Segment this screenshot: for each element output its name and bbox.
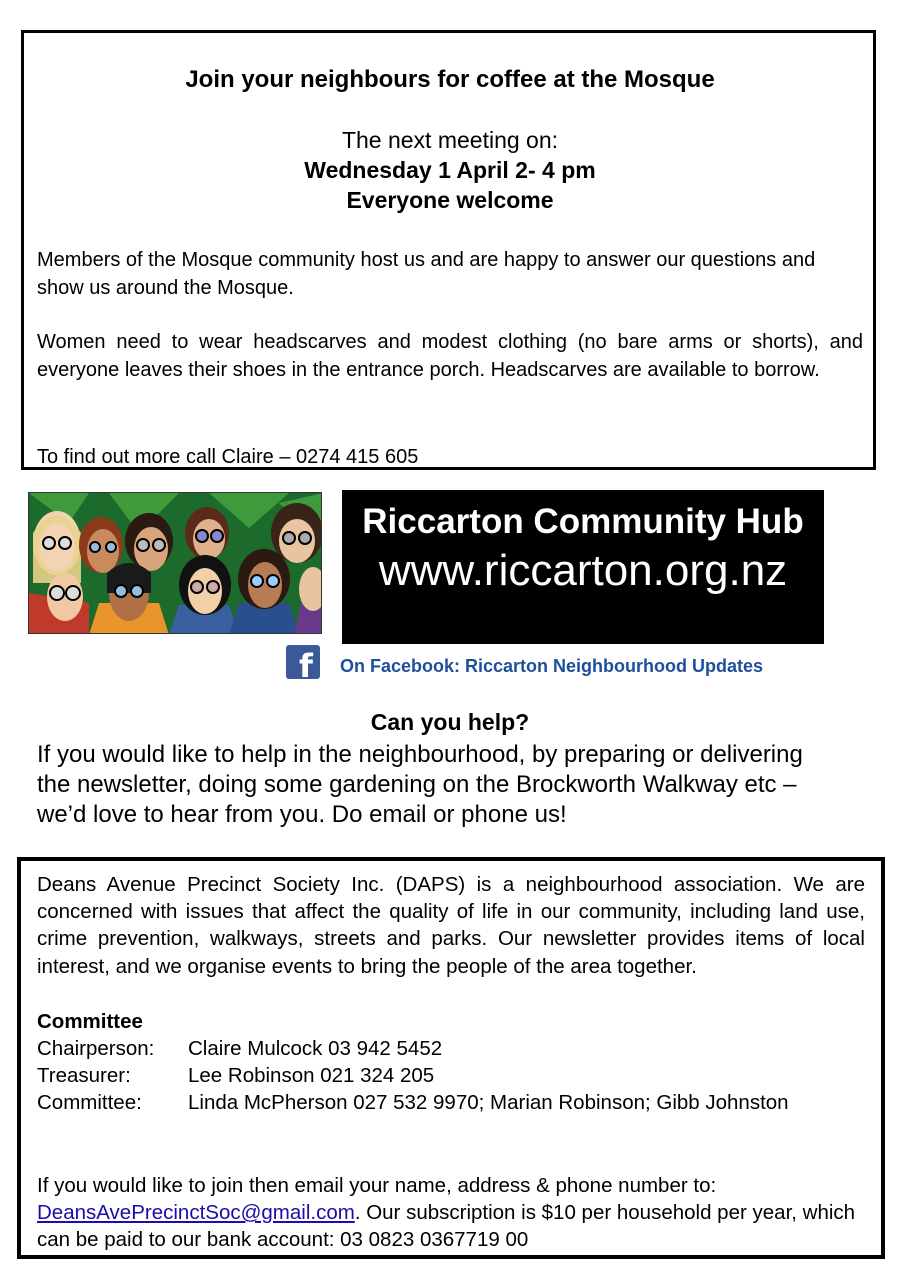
- help-title: Can you help?: [370, 709, 530, 735]
- mosque-para-1: Members of the Mosque community host us and are happy to answer our questions and show us around the Mosque.: [37, 249, 816, 299]
- subscription-text: . Our subscription is $10 per household per year, which can be paid to our bank account: 03 0823 0367719 00: [37, 1201, 856, 1252]
- committee-role: Committee:: [37, 1091, 142, 1114]
- daps-intro: Deans Avenue Precinct Society Inc. (DAPS) is a neighbourhood association. We are concerned with issues that affect the quality of life in our community, including land use, crime prevention, walkways, streets and parks. Our newsletter provides items of local interest, and we organise events to bring the people of the area together.: [37, 873, 865, 978]
- chair-value: Claire Mulcock 03 942 5452: [188, 1037, 443, 1060]
- facebook-text[interactable]: On Facebook: Riccarton Neighbourhood Updates: [340, 656, 764, 676]
- join-text: If you would like to join then email your name, address & phone number to:: [37, 1174, 717, 1197]
- welcome-text: Everyone welcome: [346, 187, 554, 213]
- neighbours-illustration: [28, 492, 322, 634]
- faces-drawing: [29, 493, 322, 634]
- subscription-paragraph: [37, 1199, 865, 1253]
- treasurer-value: Lee Robinson 021 324 205: [188, 1064, 435, 1087]
- community-hub-banner: [342, 490, 824, 644]
- chairperson-row: [37, 1035, 865, 1062]
- facebook-icon[interactable]: f: [286, 645, 320, 679]
- hub-title: Riccarton Community Hub: [362, 502, 804, 541]
- hub-url-link[interactable]: www.riccarton.org.nz: [378, 546, 788, 595]
- mosque-para-2: Women need to wear headscarves and modest clothing (no bare arms or shorts), and everyone leaves their shoes in the entrance porch. Headscarves are available to borrow.: [37, 331, 863, 381]
- daps-info-box: [17, 857, 885, 1259]
- treasurer-role: Treasurer:: [37, 1064, 131, 1087]
- committee-row: [37, 1089, 865, 1116]
- mosque-heading: Join your neighbours for coffee at the Mosque: [185, 66, 715, 93]
- mosque-contact: To find out more call Claire – 0274 415 605: [37, 446, 419, 468]
- help-body: If you would like to help in the neighbourhood, by preparing or delivering the newsletter, doing some gardening on the Brockworth Walkway etc – we’d love to hear from you. Do email or phone us!: [37, 741, 803, 828]
- chair-role: Chairperson:: [37, 1037, 155, 1060]
- treasurer-row: [37, 1062, 865, 1089]
- email-link[interactable]: DeansAvePrecinctSoc@gmail.com: [37, 1201, 355, 1224]
- next-meeting-label: The next meeting on:: [341, 127, 559, 153]
- committee-heading: Committee: [37, 1010, 143, 1033]
- committee-value: Linda McPherson 027 532 9970; Marian Robinson; Gibb Johnston: [188, 1091, 789, 1114]
- meeting-date: Wednesday 1 April 2- 4 pm: [304, 157, 596, 183]
